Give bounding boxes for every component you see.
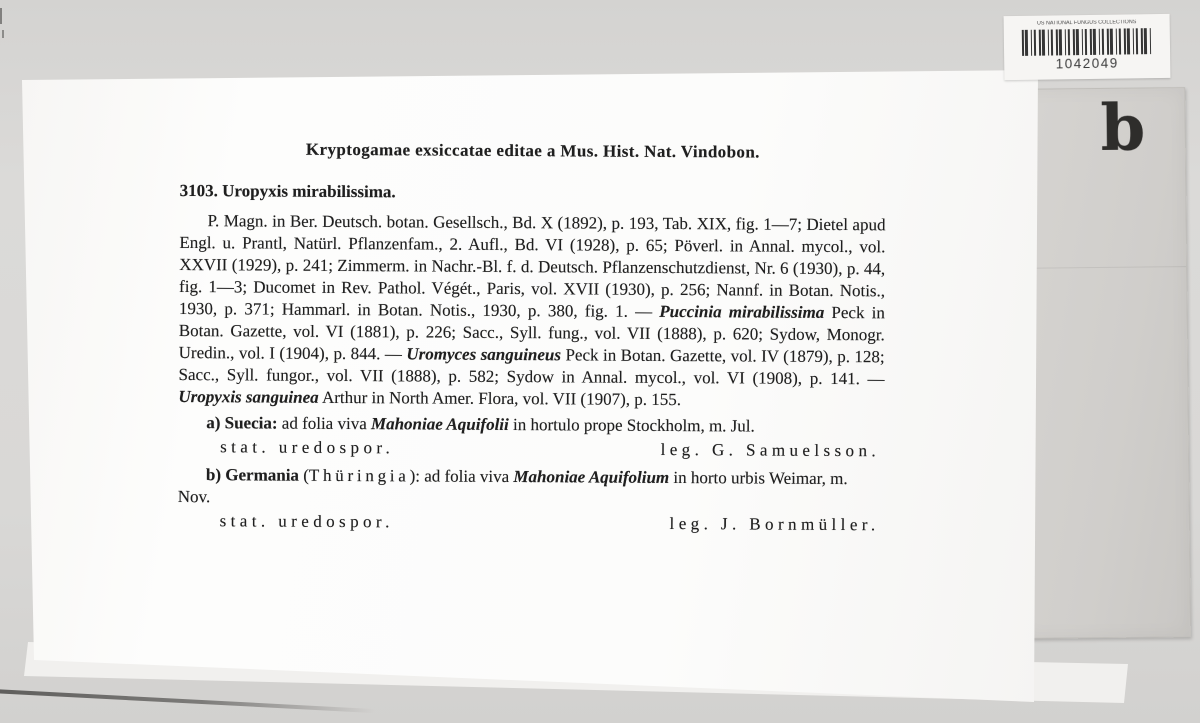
photo-bottom-edge — [0, 689, 375, 713]
text-segment: in horto urbis Weimar, m. Nov. — [177, 467, 848, 507]
stat-a-label: stat. uredospor. — [220, 437, 395, 458]
stat-b-label: stat. uredospor. — [219, 511, 394, 532]
gathering-b-paragraph — [178, 464, 884, 512]
text-segment: Mahoniae Aquifolii — [370, 414, 509, 435]
text-segment: Thüringia — [308, 465, 410, 486]
barcode-icon — [1022, 28, 1152, 56]
text-segment: ad folia viva — [277, 413, 372, 434]
text-segment: ( — [298, 465, 309, 485]
text-segment: Puccinia mirabilissima — [659, 301, 825, 322]
text-segment: Peck in Botan. Gazette, vol. VI (1881), p. 226; Sacc., Syll. fung., vol. VII (1888), p. 620; Sydow, Monogr. Uredin., vol. I (1904), p. 844. — — [178, 302, 886, 364]
text-segment: in hortulo prope Stockholm, m. Jul. — [508, 415, 755, 436]
packet-letter-stamp: b — [1100, 90, 1146, 166]
specimen-packet — [1011, 87, 1191, 639]
specimen-number-title: 3103. Uropyxis mirabilissima. — [179, 180, 396, 202]
barcode-sticker — [1004, 14, 1171, 80]
barcode-collection-name: US NATIONAL FUNGUS COLLECTIONS — [1036, 19, 1137, 27]
citation-paragraph — [178, 210, 885, 412]
text-segment: Mahoniae Aquifolium — [513, 467, 670, 487]
text-segment: a) Suecia: — [206, 413, 278, 433]
text-segment: Uromyces sanguineus — [406, 344, 562, 365]
stat-leg-row-b — [178, 510, 884, 536]
series-header: Kryptogamae exsiccatae editae a Mus. Hist. Nat. Vindobon. — [305, 139, 760, 162]
leg-a-label: leg. G. Samuelsson. — [660, 439, 881, 461]
text-segment: ): ad folia viva — [409, 466, 514, 487]
photo-edge-artifact — [0, 8, 2, 24]
text-segment: P. Magn. in Ber. Deutsch. botan. Gesellsch., Bd. X (1892), p. 193, Tab. XIX, fig. 1—7; Dietel apud Engl. u. Prantl, Natürl. Pflanzenfam., 2. Aufl., Bd. VI (1928), p. 65; Pöverl. in Annal. mycol., vol. XXVII (1929), p. 241; Zimmerm. in Nachr.-Bl. f. d. Deutsch. Pflanzenschutzdienst, Nr. 6 (1930), p. 44, fig. 1—3; Ducomet in Rev. Pathol. Végét., Paris, vol. XVII (1930), p. 256; Nannf. in Botan. Notis., 1930, p. 371; Hammarl. in Botan. Notis., 1930, p. 380, fig. 1. — — [178, 211, 886, 321]
text-segment: b) Germania — [205, 465, 300, 485]
text-segment: Uropyxis sanguinea — [178, 386, 319, 407]
label-text-block — [178, 138, 886, 542]
gathering-a-paragraph — [178, 412, 884, 438]
photo-edge-artifact — [2, 30, 4, 38]
text-segment: Peck in Botan. Gazette, vol. IV (1879), p. 128; Sacc., Syll. fungor., vol. VII (1888), p. 582; Sydow in Annal. mycol., vol. VI (1908), p. 141. — — [178, 345, 885, 389]
leg-b-label: leg. J. Bornmüller. — [669, 513, 880, 535]
text-segment: Arthur in North Amer. Flora, vol. VII (1907), p. 155. — [318, 387, 682, 410]
barcode-number: 1042049 — [1055, 55, 1119, 72]
stat-leg-row-a — [178, 436, 884, 462]
